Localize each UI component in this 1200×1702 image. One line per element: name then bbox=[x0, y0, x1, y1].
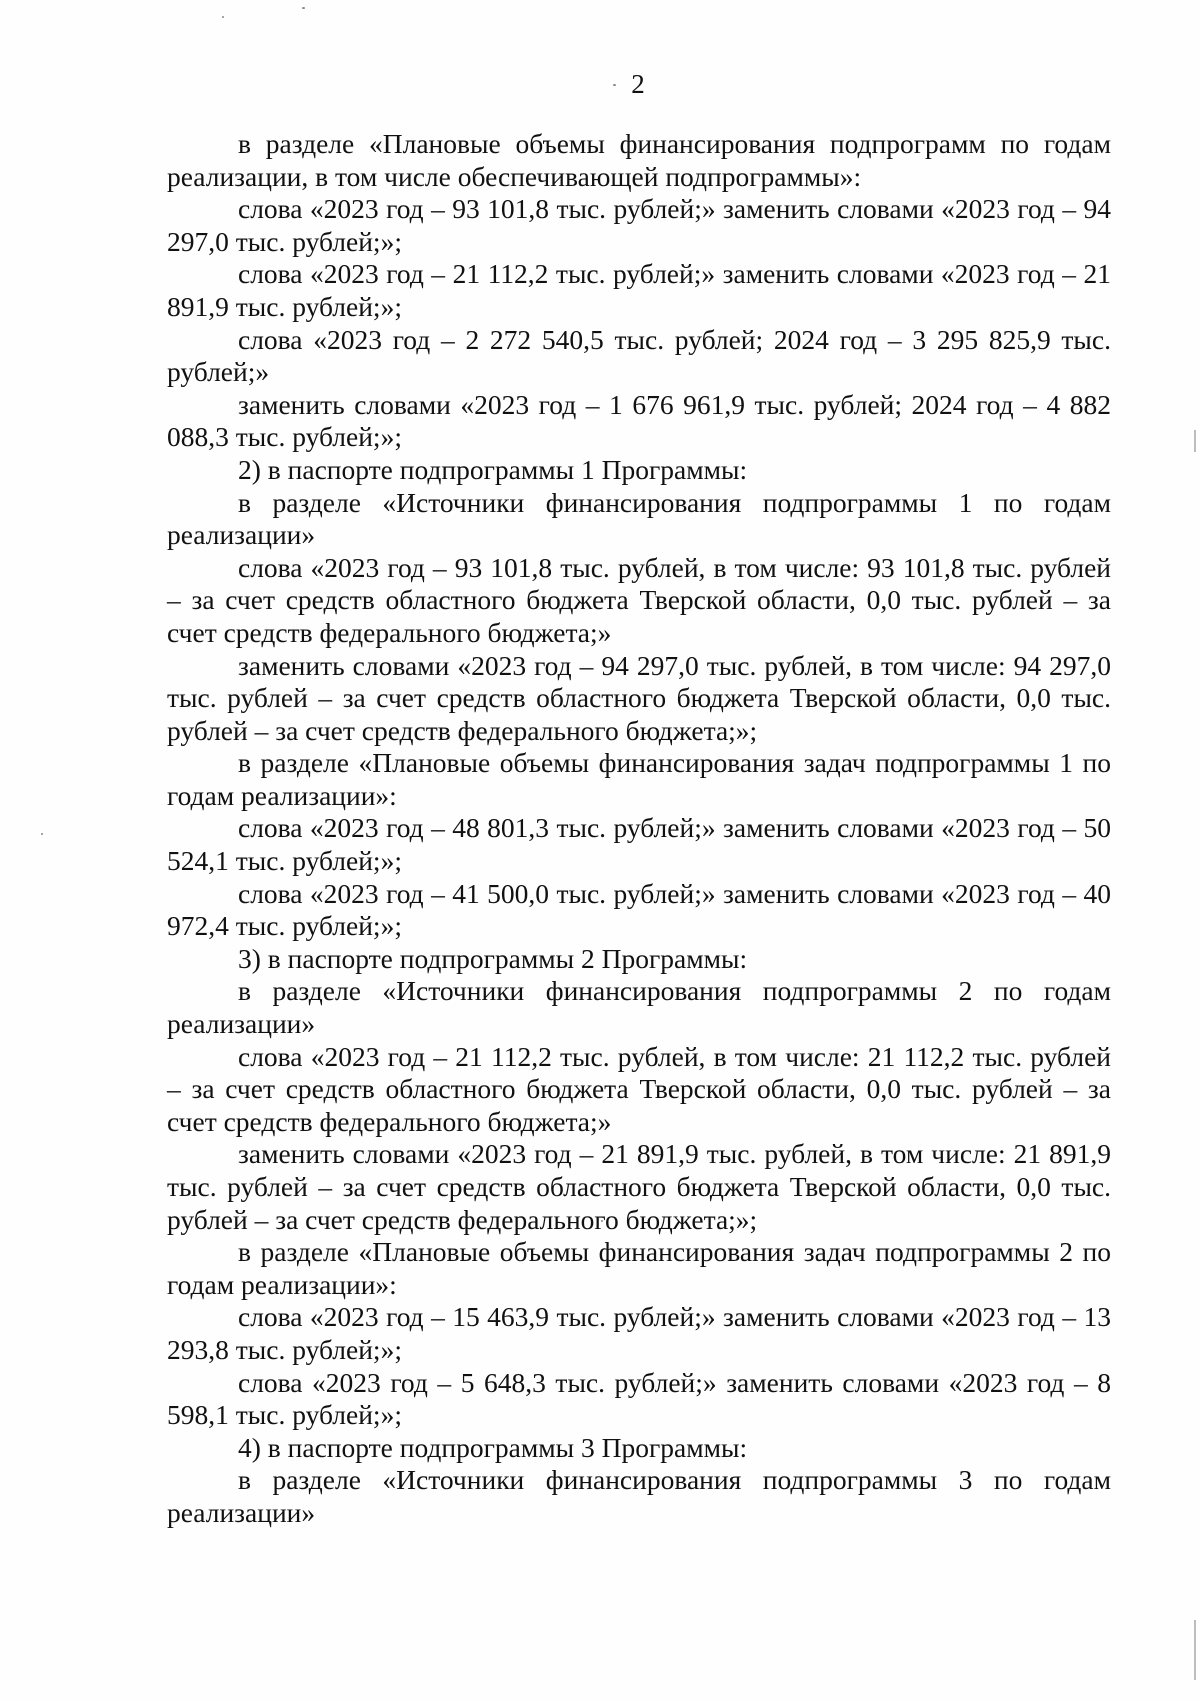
page-number: 2 bbox=[631, 69, 645, 99]
paragraph: 3) в паспорте подпрограммы 2 Программы: bbox=[238, 942, 748, 974]
paragraph: слова «2023 год – 93 101,8 тыс. рублей, в том числе: 93 101,8 тыс. рублей – за счет средств областного бюджета Тверской области, 0,0 тыс. рублей – за счет средств федерального бюджета;» bbox=[167, 551, 1111, 648]
paragraph: в разделе «Плановые объемы финансирования задач подпрограммы 2 по годам реализации»: bbox=[167, 1236, 1111, 1300]
scan-edge bbox=[1194, 430, 1196, 452]
paragraph: в разделе «Источники финансирования подпрограммы 3 по годам реализации» bbox=[167, 1464, 1111, 1528]
paragraph: слова «2023 год – 5 648,3 тыс. рублей;» заменить словами «2023 год – 8 598,1 тыс. рублей;»; bbox=[167, 1366, 1111, 1431]
paragraph: заменить словами «2023 год – 21 891,9 тыс. рублей, в том числе: 21 891,9 тыс. рублей – за счет средств областного бюджета Тверской области, 0,0 тыс. рублей – за счет средств федерального бюджета;»; bbox=[167, 1138, 1111, 1235]
paragraph: в разделе «Плановые объемы финансирования подпрограмм по годам реализации, в том числе обеспечивающей подпрограммы»: bbox=[167, 128, 1111, 192]
paragraph: 4) в паспорте подпрограммы 3 Программы: bbox=[238, 1431, 748, 1463]
scan-speck bbox=[222, 16, 224, 18]
paragraph: слова «2023 год – 41 500,0 тыс. рублей;» заменить словами «2023 год – 40 972,4 тыс. рублей;»; bbox=[167, 877, 1111, 942]
paragraph: слова «2023 год – 21 112,2 тыс. рублей;» заменить словами «2023 год – 21 891,9 тыс. рублей;»; bbox=[167, 258, 1111, 322]
scan-speck bbox=[302, 7, 305, 9]
paragraph: в разделе «Плановые объемы финансирования задач подпрограммы 1 по годам реализации»: bbox=[167, 747, 1111, 811]
paragraph: слова «2023 год – 2 272 540,5 тыс. рублей; 2024 год – 3 295 825,9 тыс. рублей;» bbox=[167, 323, 1111, 388]
paragraph: 2) в паспорте подпрограммы 1 Программы: bbox=[238, 453, 748, 485]
paragraph: в разделе «Источники финансирования подпрограммы 1 по годам реализации» bbox=[167, 486, 1111, 551]
paragraph: слова «2023 год – 93 101,8 тыс. рублей;» заменить словами «2023 год – 94 297,0 тыс. рублей;»; bbox=[167, 193, 1111, 257]
paragraph: в разделе «Источники финансирования подпрограммы 2 по годам реализации» bbox=[167, 975, 1111, 1040]
paragraph: слова «2023 год – 48 801,3 тыс. рублей;» заменить словами «2023 год – 50 524,1 тыс. рублей;»; bbox=[167, 812, 1111, 877]
paragraph: заменить словами «2023 год – 94 297,0 тыс. рублей, в том числе: 94 297,0 тыс. рублей – за счет средств областного бюджета Тверской области, 0,0 тыс. рублей – за счет средств федерального бюджета;»; bbox=[167, 649, 1111, 746]
scan-edge bbox=[1194, 1620, 1196, 1680]
document-body bbox=[167, 128, 1111, 1530]
paragraph: слова «2023 год – 15 463,9 тыс. рублей;» заменить словами «2023 год – 13 293,8 тыс. рублей;»; bbox=[167, 1301, 1111, 1365]
scan-speck bbox=[41, 833, 43, 835]
paragraph: заменить словами «2023 год – 1 676 961,9 тыс. рублей; 2024 год – 4 882 088,3 тыс. рублей;»; bbox=[167, 388, 1111, 453]
paragraph: слова «2023 год – 21 112,2 тыс. рублей, в том числе: 21 112,2 тыс. рублей – за счет средств областного бюджета Тверской области, 0,0 тыс. рублей – за счет средств федерального бюджета;» bbox=[167, 1040, 1111, 1137]
